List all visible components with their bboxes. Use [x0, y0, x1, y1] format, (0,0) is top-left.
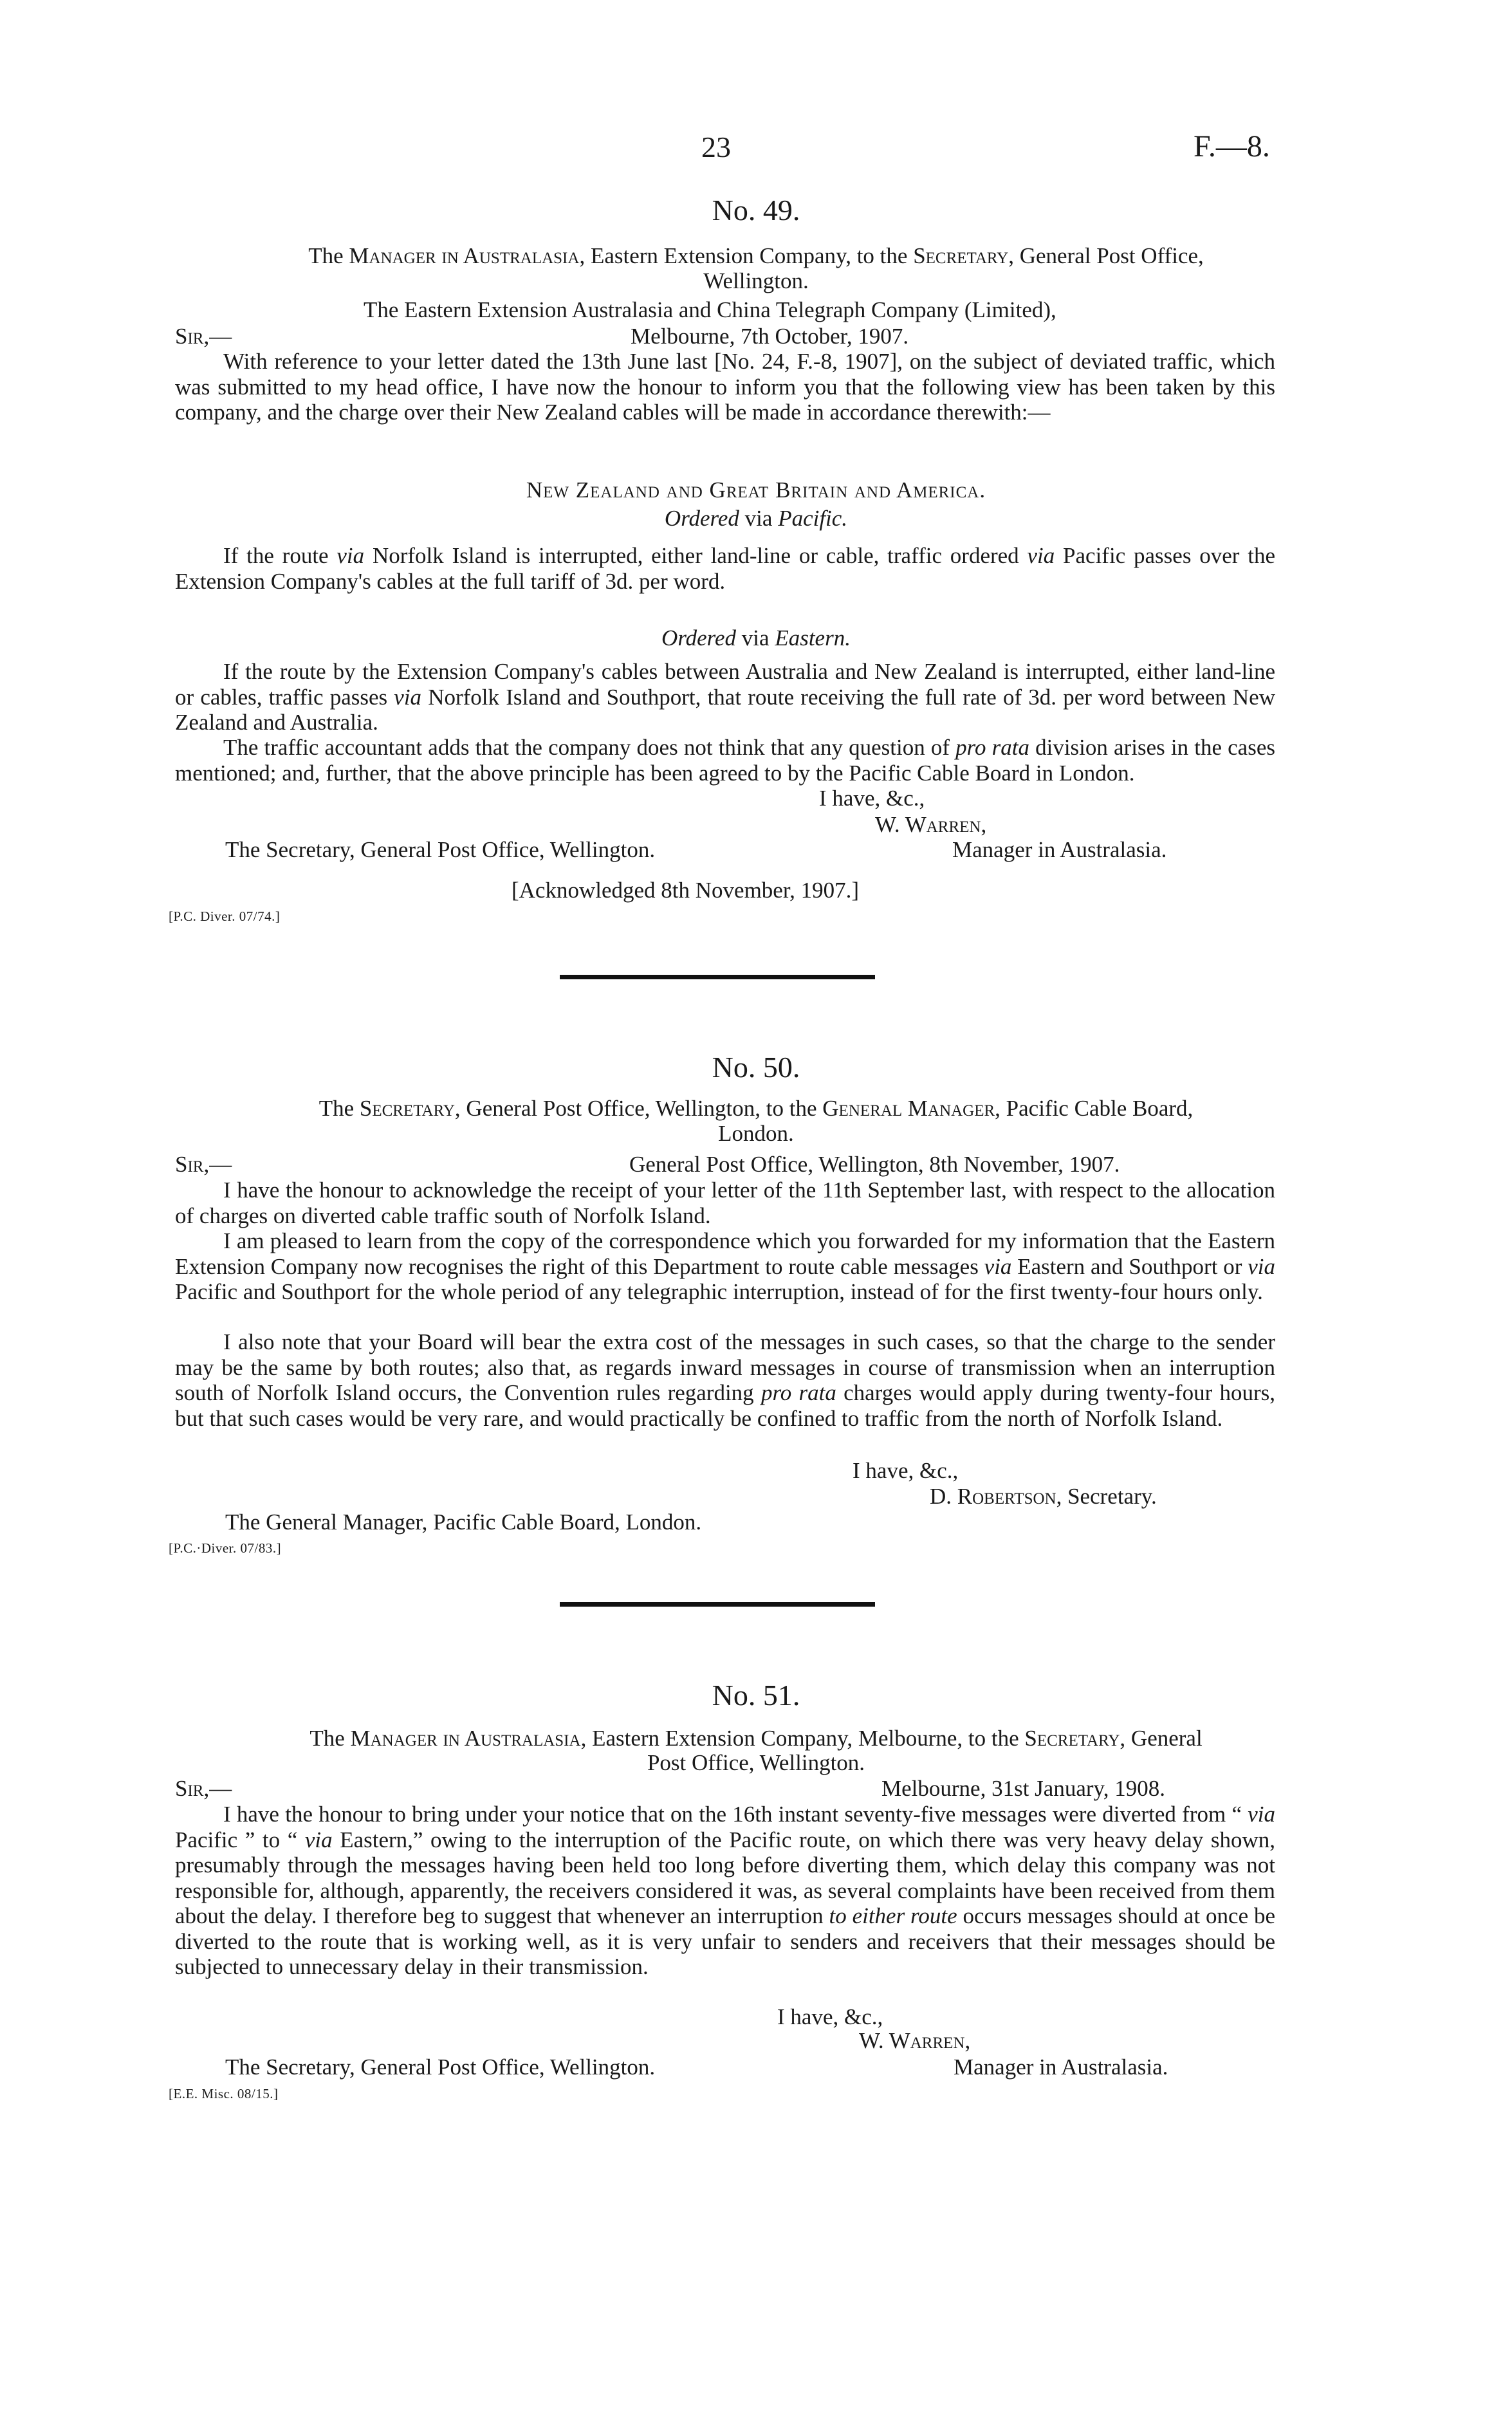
page-number: 23 [701, 131, 731, 163]
letter-51-file-reference: [E.E. Misc. 08/15.] [169, 2086, 279, 2101]
section-divider-2 [560, 1602, 875, 1607]
letter-49-dateline: Melbourne, 7th October, 1907. [631, 324, 909, 349]
letter-49-acknowledged: [Acknowledged 8th November, 1907.] [512, 878, 859, 903]
letter-50-dateline: General Post Office, Wellington, 8th November, 1907. [629, 1152, 1120, 1177]
letter-51-title: The Manager in Australasia, Eastern Extension Company, Melbourne, to the Secretary, General [309, 1726, 1203, 1751]
letter-49-signer-title: Manager in Australasia. [952, 837, 1167, 862]
letter-51-signer-title: Manager in Australasia. [954, 2054, 1168, 2080]
letter-49-salutation: Sir,— [175, 324, 232, 349]
letter-50-signature: D. Robertson, Secretary. [930, 1484, 1157, 1509]
letter-49-section-heading: New Zealand and Great Britain and America. [526, 477, 986, 503]
letter-49-para3: If the route by the Extension Company's cables between Australia and New Zealand is interrupted, either land-line or cables, traffic passes via Norfolk Island and Southport, that route receiving the full rate of 3d. per word between New Zealand and Australia. [175, 659, 1275, 735]
letter-51-number: No. 51. [712, 1679, 800, 1712]
letter-49-subheading-pacific: Ordered via Pacific. [664, 506, 848, 531]
letter-50-closing: I have, &c., [853, 1458, 959, 1483]
letter-49-number: No. 49. [712, 194, 800, 226]
letter-51-dateline: Melbourne, 31st January, 1908. [881, 1776, 1165, 1801]
letter-50-para2: I am pleased to learn from the copy of the correspondence which you forwarded for my information that the Eastern Extension Company now recognises the right of this Department to route cable messages via Eastern and Southport or via Pacific and Southport for the whole period of any telegraphic interruption, instead of for the first twenty-four hours only. [175, 1228, 1275, 1304]
letter-49-company: The Eastern Extension Australasia and China Telegraph Company (Limited), [364, 297, 1056, 322]
letter-49-title: The Manager in Australasia, Eastern Extension Company, to the Secretary, General Post Office, [308, 243, 1204, 268]
letter-49-closing: I have, &c., [807, 786, 925, 811]
letter-51-salutation: Sir,— [175, 1776, 232, 1801]
letter-51-signature: W. Warren, [859, 2028, 971, 2053]
letter-50-file-reference: [P.C.·Diver. 07/83.] [169, 1540, 282, 1556]
letter-50-title-line2: London. [718, 1121, 794, 1146]
letter-49-para4: The traffic accountant adds that the company does not think that any question of pro rata division arises in the cases mentioned; and, further, that the above principle has been agreed to by the Pacific Cable Board in London. [175, 735, 1275, 786]
document-id: F.—8. [1194, 129, 1270, 163]
letter-51-closing: I have, &c., [766, 2004, 883, 2029]
letter-51-addressee: The Secretary, General Post Office, Wellington. [225, 2054, 656, 2080]
letter-49-file-reference: [P.C. Diver. 07/74.] [169, 909, 281, 924]
letter-49-para2: If the route via Norfolk Island is interrupted, either land-line or cable, traffic ordered via Pacific passes over the Extension Company's cables at the full tariff of 3d. per word. [175, 543, 1276, 594]
letter-50-title: The Secretary, General Post Office, Wellington, to the General Manager, Pacific Cable Board, [318, 1096, 1194, 1121]
letter-49-addressee: The Secretary, General Post Office, Wellington. [225, 837, 656, 862]
letter-50-addressee: The General Manager, Pacific Cable Board, London. [225, 1509, 702, 1535]
letter-51-para1: I have the honour to bring under your notice that on the 16th instant seventy-five messages were diverted from “ via Pacific ” to “ via Eastern,” owing to the interruption of the Pacific route, on which there was very heavy delay shown, presumably through the messages having been held too long before diverting them, which delay this company was not responsible for, although, apparently, the receivers considered it was, as several complaints have been received from them about the delay. I therefore beg to suggest that whenever an interruption to either route occurs messages should at once be diverted to the route that is working well, as it is very unfair to senders and receivers that their messages should be subjected to unnecessary delay in their transmission. [175, 1802, 1276, 1979]
letter-50-para1: I have the honour to acknowledge the receipt of your letter of the 11th September last, with respect to the allocation of charges on diverted cable traffic south of Norfolk Island. [175, 1177, 1275, 1228]
letter-50-salutation: Sir,— [175, 1152, 232, 1177]
letter-49-subheading-eastern: Ordered via Eastern. [661, 625, 851, 651]
letter-50-para3: I also note that your Board will bear the extra cost of the messages in such cases, so that the charge to the sender may be the same by both routes; also that, as regards inward messages in course of transmission when an interruption south of Norfolk Island occurs, the Convention rules regarding pro rata charges would apply during twenty-four hours, but that such cases would be very rare, and would practically be confined to traffic from the north of Norfolk Island. [175, 1329, 1276, 1431]
letter-49-title-line2: Wellington. [703, 268, 809, 293]
letter-51-title-line2: Post Office, Wellington. [647, 1750, 865, 1775]
section-divider-1 [560, 975, 875, 979]
letter-50-number: No. 50. [712, 1051, 800, 1084]
letter-49-signature: W. Warren, [875, 812, 987, 837]
letter-49-para1: With reference to your letter dated the 13th June last [No. 24, F.-8, 1907], on the subject of deviated traffic, which was submitted to my head office, I have now the honour to inform you that the following view has been taken by this company, and the charge over their New Zealand cables will be made in accordance therewith:— [175, 349, 1275, 425]
